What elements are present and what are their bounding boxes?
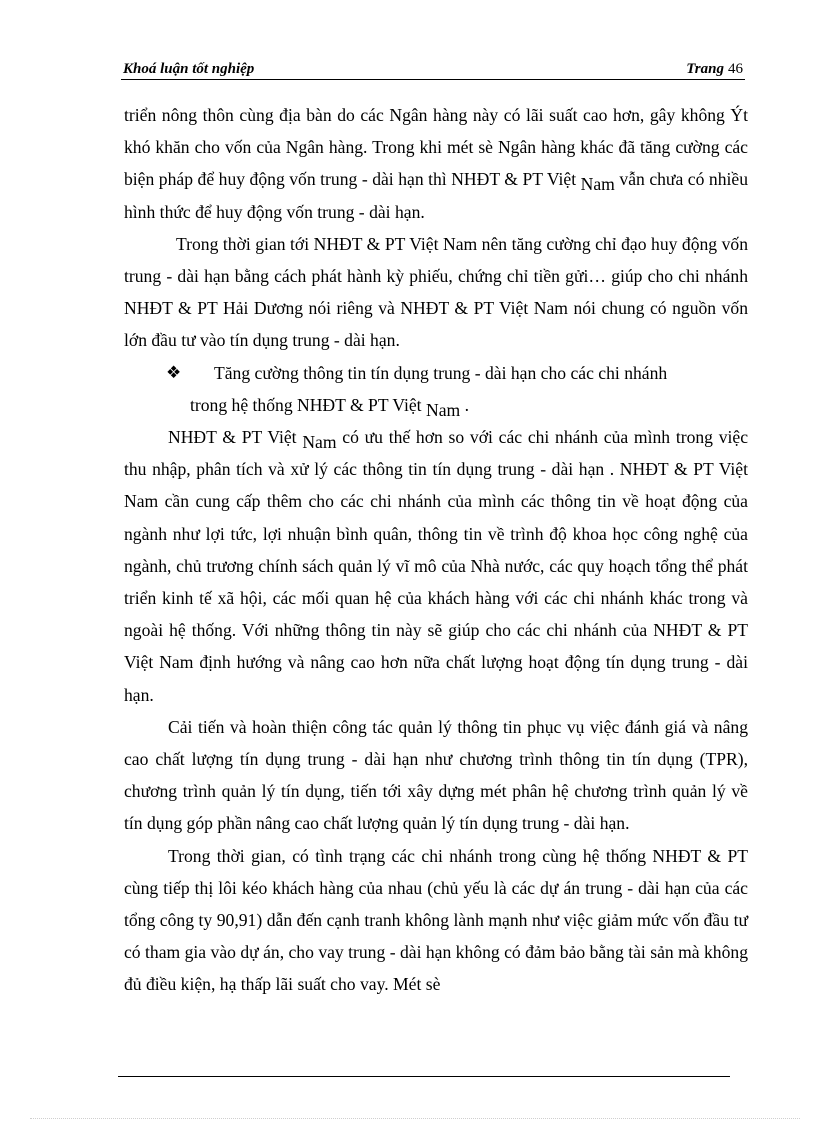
- paragraph-1-sub: Nam: [580, 174, 615, 195]
- paragraph-3-sub: Nam: [302, 432, 337, 453]
- paragraph-3-text: NHĐT & PT Việt: [168, 427, 297, 448]
- paragraph-1: [124, 99, 748, 228]
- header-page-label: Trang: [686, 61, 724, 77]
- paragraph-5: Trong thời gian, có tình trạng các chi nhánh trong cùng hệ thống NHĐT & PT cùng tiếp thị lôi kéo khách hàng của nhau (chủ yếu là các dự án trung - dài hạn của các tổng công ty 90,91) dẫn đến cạnh tranh không lành mạnh như việc giảm mức vốn đầu tư có tham gia vào dự án, cho vay trung - dài hạn không có đảm bảo bằng tài sản mà không đủ điều kiện, hạ thấp lãi suất cho vay. Mét sè: [124, 845, 748, 995]
- diamond-bullet-icon: ❖: [166, 362, 182, 382]
- header-page-number: 46: [728, 61, 743, 77]
- paragraph-1-text: triển nông thôn cùng địa bàn do các Ngân hàng này có lãi suất cao hơn, gây không Ýt khó khăn cho vốn của Ngân hàng. Trong khi mét sè Ngân hàng khác đã tăng cường các biện pháp để huy động vốn trung - dài hạn thì NHĐT & PT Việt: [124, 105, 748, 190]
- bullet-line-2-text: trong hệ thống NHĐT & PT Việt: [190, 394, 422, 415]
- bullet-line-1: Tăng cường thông tin tín dụng trung - dài hạn cho các chi nhánh: [214, 362, 668, 383]
- paragraph-4: Cải tiến và hoàn thiện công tác quản lý thông tin phục vụ việc đánh giá và nâng cao chất lượng tín dụng trung - dài hạn như chương trình thông tin tín dụng (TPR), chương trình quản lý tín dụng, tiến tới xây dựng mét phân hệ chương trình quản lý về tín dụng góp phần nâng cao chất lượng quản lý tín dụng trung - dài hạn.: [124, 716, 748, 834]
- footer-rule: [118, 1076, 730, 1077]
- page-bottom-edge: [30, 1118, 800, 1119]
- bullet-sub: Nam: [425, 399, 461, 420]
- paragraph-2: Trong thời gian tới NHĐT & PT Việt Nam nên tăng cường chỉ đạo huy động vốn trung - dài hạn bằng cách phát hành kỳ phiếu, chứng chỉ tiền gửi… giúp cho chi nhánh NHĐT & PT Hải Dương nói riêng và NHĐT & PT Việt Nam nói chung có nguồn vốn lớn đầu tư vào tín dụng trung - dài hạn.: [124, 233, 748, 351]
- bullet-line-2: [190, 389, 748, 421]
- paragraph-1-text-end: vẫn chưa có nhiều hình thức để huy động vốn trung - dài hạn.: [124, 169, 749, 222]
- header-title: Khoá luận tốt nghiệp: [123, 61, 255, 77]
- page-header: [121, 59, 745, 80]
- bullet-line-2-end: .: [464, 394, 469, 415]
- bullet-item: [124, 357, 748, 421]
- document-body: [124, 99, 748, 1001]
- paragraph-3-text-end: có ưu thế hơn so với các chi nhánh của mình trong việc thu nhập, phân tích và xử lý các thông tin tín dụng trung - dài hạn . NHĐT & PT Việt Nam cần cung cấp thêm cho các chi nhánh của mình các thông tin về hoạt động của ngành như lợi tức, lợi nhuận bình quân, thông tin về trình độ khoa học công nghệ của ngành, chủ trương chính sách quản lý vĩ mô của Nhà nước, các quy hoạch tổng thể phát triển kinh tế xã hội, các mối quan hệ của khách hàng với các chi nhánh khác trong và ngoài hệ thống. Với những thông tin này sẽ giúp cho các chi nhánh của NHĐT & PT Việt Nam định hướng và nâng cao hơn nữa chất lượng hoạt động tín dụng trung - dài hạn.: [124, 427, 749, 705]
- header-page: [686, 61, 743, 78]
- paragraph-3: [124, 421, 748, 711]
